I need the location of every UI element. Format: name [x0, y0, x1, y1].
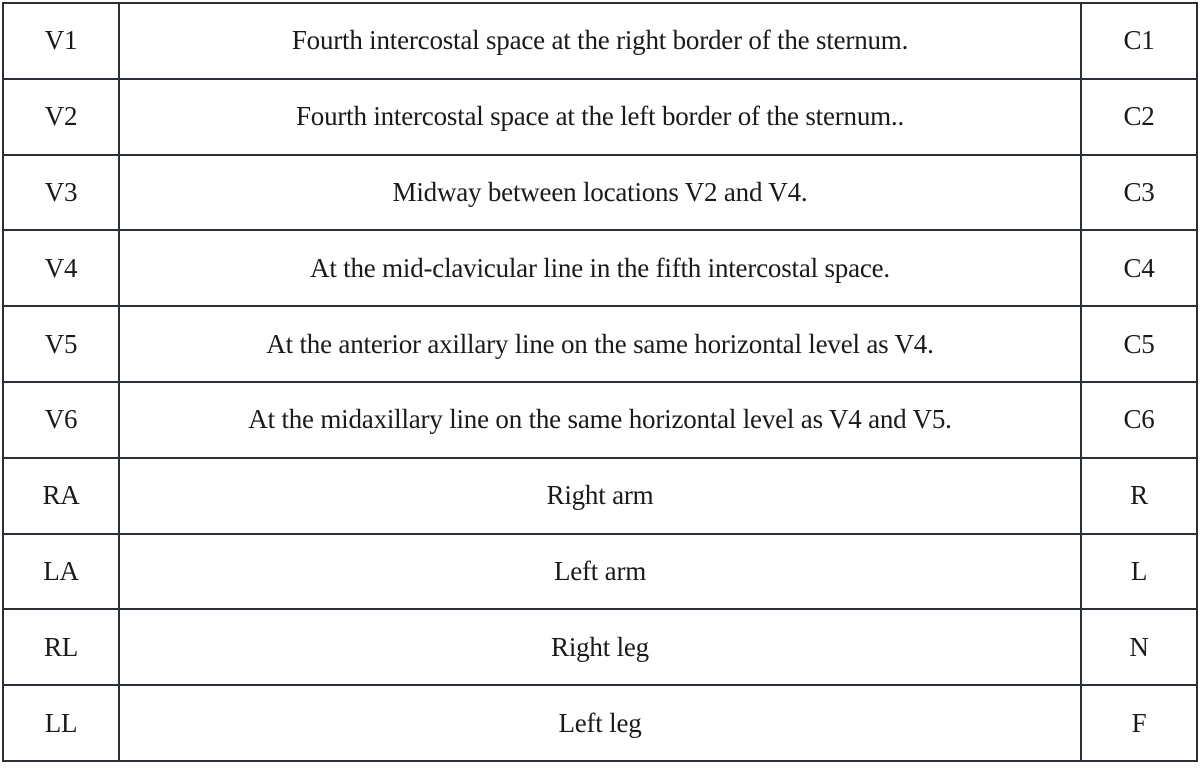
description-cell: Fourth intercostal space at the left border of the sternum.. — [119, 79, 1081, 155]
electrode-placement-table-container — [2, 2, 1196, 760]
description-cell: At the anterior axillary line on the same horizontal level as V4. — [119, 306, 1081, 382]
table-row — [3, 534, 1197, 610]
description-cell: Left arm — [119, 534, 1081, 610]
lead-cell: RA — [3, 458, 119, 534]
table-row — [3, 155, 1197, 231]
code-cell: C6 — [1081, 382, 1197, 458]
lead-cell: V6 — [3, 382, 119, 458]
description-cell: Right arm — [119, 458, 1081, 534]
lead-cell: V3 — [3, 155, 119, 231]
table-row — [3, 79, 1197, 155]
code-cell: C3 — [1081, 155, 1197, 231]
description-cell: Midway between locations V2 and V4. — [119, 155, 1081, 231]
lead-cell: V2 — [3, 79, 119, 155]
code-cell: C1 — [1081, 3, 1197, 79]
code-cell: C5 — [1081, 306, 1197, 382]
code-cell: F — [1081, 685, 1197, 761]
code-cell: C2 — [1081, 79, 1197, 155]
code-cell: L — [1081, 534, 1197, 610]
table-row — [3, 458, 1197, 534]
table-row — [3, 230, 1197, 306]
code-cell: R — [1081, 458, 1197, 534]
electrode-placement-table — [2, 2, 1198, 762]
code-cell: C4 — [1081, 230, 1197, 306]
bottom-margin — [0, 762, 1200, 772]
code-cell: N — [1081, 609, 1197, 685]
table-row — [3, 3, 1197, 79]
lead-cell: LL — [3, 685, 119, 761]
description-cell: Fourth intercostal space at the right border of the sternum. — [119, 3, 1081, 79]
description-cell: Right leg — [119, 609, 1081, 685]
lead-cell: LA — [3, 534, 119, 610]
lead-cell: V1 — [3, 3, 119, 79]
table-row — [3, 382, 1197, 458]
description-cell: At the mid-clavicular line in the fifth intercostal space. — [119, 230, 1081, 306]
table-row — [3, 306, 1197, 382]
description-cell: At the midaxillary line on the same horizontal level as V4 and V5. — [119, 382, 1081, 458]
description-cell: Left leg — [119, 685, 1081, 761]
lead-cell: V5 — [3, 306, 119, 382]
table-body — [3, 3, 1197, 761]
table-row — [3, 609, 1197, 685]
lead-cell: RL — [3, 609, 119, 685]
table-row — [3, 685, 1197, 761]
lead-cell: V4 — [3, 230, 119, 306]
